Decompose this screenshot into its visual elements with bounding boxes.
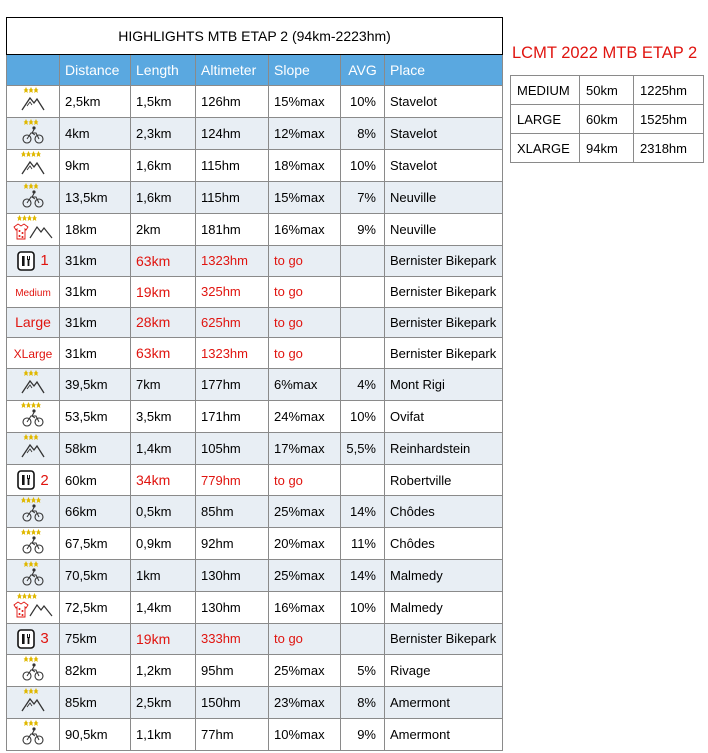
level-label: Medium [15, 288, 51, 300]
row-place: Neuville [385, 214, 503, 246]
row-distance: 60km [60, 465, 131, 496]
header-length: Length [131, 55, 196, 86]
table-row [7, 495, 503, 527]
route-option-row [511, 105, 704, 134]
row-altimeter: 92hm [196, 527, 269, 559]
row-avg: 14% [341, 495, 385, 527]
row-place: Bernister Bikepark [385, 623, 503, 654]
side-panel-title: LCMT 2022 MTB ETAP 2 [512, 44, 698, 62]
row-distance: 72,5km [60, 591, 131, 623]
table-row [7, 246, 503, 277]
header-altimeter: Altimeter [196, 55, 269, 86]
mountain-icon [19, 150, 47, 178]
stop-number: 2 [40, 471, 49, 489]
row-altimeter: 333hm [196, 623, 269, 654]
row-icon-cell [7, 246, 60, 277]
route-option-row [511, 76, 704, 105]
row-icon-cell [7, 369, 60, 401]
row-slope: 20%max [269, 527, 341, 559]
row-avg: 4% [341, 369, 385, 401]
row-slope: 16%max [269, 214, 341, 246]
table-row [7, 214, 503, 246]
row-icon-cell [7, 623, 60, 654]
row-slope: 12%max [269, 118, 341, 150]
row-altimeter: 625hm [196, 307, 269, 338]
row-icon-cell [7, 465, 60, 496]
row-icon-cell [7, 182, 60, 214]
table-row [7, 86, 503, 118]
cyclist-icon [19, 719, 47, 747]
row-place: Chôdes [385, 527, 503, 559]
row-place: Amermont [385, 718, 503, 750]
cyclist-icon [19, 182, 47, 210]
row-slope: 15%max [269, 86, 341, 118]
table-row [7, 150, 503, 182]
row-distance: 90,5km [60, 718, 131, 750]
table-header-row [7, 55, 503, 86]
row-avg [341, 246, 385, 277]
row-altimeter: 325hm [196, 276, 269, 307]
row-distance: 9km [60, 150, 131, 182]
table-row [7, 433, 503, 465]
header-slope: Slope [269, 55, 341, 86]
row-avg: 7% [341, 182, 385, 214]
table-row [7, 465, 503, 496]
row-length: 1,4km [131, 433, 196, 465]
row-altimeter: 171hm [196, 401, 269, 433]
mountain-icon [19, 687, 47, 715]
row-length: 19km [131, 276, 196, 307]
row-icon-cell [7, 591, 60, 623]
row-altimeter: 115hm [196, 150, 269, 182]
row-distance: 31km [60, 307, 131, 338]
row-icon-cell [7, 433, 60, 465]
row-length: 63km [131, 338, 196, 369]
row-place: Amermont [385, 686, 503, 718]
route-level: LARGE [511, 105, 580, 134]
row-altimeter: 85hm [196, 495, 269, 527]
row-length: 19km [131, 623, 196, 654]
table-row [7, 369, 503, 401]
row-distance: 58km [60, 433, 131, 465]
row-avg: 5,5% [341, 433, 385, 465]
cyclist-icon [19, 496, 47, 524]
table-row [7, 591, 503, 623]
row-icon-cell [7, 86, 60, 118]
table-title: HIGHLIGHTS MTB ETAP 2 (94km-2223hm) [7, 18, 503, 55]
row-slope: 18%max [269, 150, 341, 182]
row-place: Rivage [385, 654, 503, 686]
row-distance: 18km [60, 214, 131, 246]
row-length: 0,9km [131, 527, 196, 559]
row-slope: to go [269, 276, 341, 307]
row-slope: 10%max [269, 718, 341, 750]
row-distance: 31km [60, 276, 131, 307]
row-distance: 70,5km [60, 559, 131, 591]
row-avg: 9% [341, 718, 385, 750]
row-avg: 11% [341, 527, 385, 559]
row-altimeter: 779hm [196, 465, 269, 496]
route-level: MEDIUM [511, 76, 580, 105]
row-length: 34km [131, 465, 196, 496]
row-avg: 8% [341, 118, 385, 150]
level-label: Large [15, 314, 51, 331]
row-place: Bernister Bikepark [385, 246, 503, 277]
row-altimeter: 150hm [196, 686, 269, 718]
row-icon-cell [7, 276, 60, 307]
row-length: 1,6km [131, 150, 196, 182]
row-place: Reinhardstein [385, 433, 503, 465]
row-avg [341, 307, 385, 338]
polka-jersey-mountain-icon [11, 592, 55, 620]
row-distance: 53,5km [60, 401, 131, 433]
row-icon-cell [7, 527, 60, 559]
cyclist-icon [19, 560, 47, 588]
row-distance: 31km [60, 246, 131, 277]
row-avg: 5% [341, 654, 385, 686]
row-avg [341, 338, 385, 369]
row-distance: 31km [60, 338, 131, 369]
level-label: XLarge [13, 346, 53, 361]
row-distance: 82km [60, 654, 131, 686]
row-distance: 66km [60, 495, 131, 527]
route-distance: 94km [580, 134, 634, 163]
row-altimeter: 115hm [196, 182, 269, 214]
row-length: 2,5km [131, 686, 196, 718]
table-row [7, 623, 503, 654]
row-avg: 10% [341, 150, 385, 182]
row-altimeter: 177hm [196, 369, 269, 401]
row-icon-cell [7, 307, 60, 338]
row-length: 7km [131, 369, 196, 401]
row-avg: 14% [341, 559, 385, 591]
row-distance: 75km [60, 623, 131, 654]
row-place: Stavelot [385, 118, 503, 150]
header-avg: AVG [341, 55, 385, 86]
highlights-table [6, 17, 503, 751]
row-altimeter: 181hm [196, 214, 269, 246]
row-place: Stavelot [385, 86, 503, 118]
row-icon-cell [7, 686, 60, 718]
table-row [7, 401, 503, 433]
row-altimeter: 105hm [196, 433, 269, 465]
row-icon-cell [7, 214, 60, 246]
row-altimeter: 130hm [196, 591, 269, 623]
row-avg [341, 276, 385, 307]
stop-number: 3 [40, 630, 49, 648]
row-distance: 2,5km [60, 86, 131, 118]
table-row [7, 182, 503, 214]
table-row [7, 686, 503, 718]
row-icon-cell [7, 654, 60, 686]
row-place: Bernister Bikepark [385, 307, 503, 338]
row-slope: 25%max [269, 559, 341, 591]
route-level: XLARGE [511, 134, 580, 163]
cyclist-icon [19, 655, 47, 683]
row-icon-cell [7, 718, 60, 750]
row-length: 63km [131, 246, 196, 277]
row-avg: 8% [341, 686, 385, 718]
table-row [7, 338, 503, 369]
row-avg: 10% [341, 401, 385, 433]
row-altimeter: 1323hm [196, 338, 269, 369]
row-place: Ovifat [385, 401, 503, 433]
row-avg [341, 623, 385, 654]
row-place: Neuville [385, 182, 503, 214]
table-row [7, 559, 503, 591]
row-place: Robertville [385, 465, 503, 496]
row-altimeter: 95hm [196, 654, 269, 686]
row-avg: 9% [341, 214, 385, 246]
row-slope: to go [269, 338, 341, 369]
route-distance: 60km [580, 105, 634, 134]
row-length: 1,4km [131, 591, 196, 623]
row-distance: 67,5km [60, 527, 131, 559]
row-length: 1km [131, 559, 196, 591]
cyclist-icon [19, 118, 47, 146]
row-place: Chôdes [385, 495, 503, 527]
cyclist-icon [19, 528, 47, 556]
row-altimeter: 130hm [196, 559, 269, 591]
row-slope: 23%max [269, 686, 341, 718]
row-length: 3,5km [131, 401, 196, 433]
row-place: Malmedy [385, 591, 503, 623]
row-avg: 10% [341, 86, 385, 118]
row-slope: to go [269, 246, 341, 277]
row-place: Stavelot [385, 150, 503, 182]
route-elevation: 1225hm [634, 76, 704, 105]
row-length: 0,5km [131, 495, 196, 527]
row-slope: 24%max [269, 401, 341, 433]
food-stop-icon [17, 251, 35, 271]
row-altimeter: 126hm [196, 86, 269, 118]
row-slope: 6%max [269, 369, 341, 401]
table-row [7, 276, 503, 307]
row-length: 28km [131, 307, 196, 338]
row-avg [341, 465, 385, 496]
food-stop-icon [17, 629, 35, 649]
mountain-icon [19, 86, 47, 114]
row-slope: 17%max [269, 433, 341, 465]
row-distance: 4km [60, 118, 131, 150]
row-place: Bernister Bikepark [385, 276, 503, 307]
table-row [7, 307, 503, 338]
route-elevation: 1525hm [634, 105, 704, 134]
row-place: Mont Rigi [385, 369, 503, 401]
header-place: Place [385, 55, 503, 86]
mountain-icon [19, 433, 47, 461]
route-distance: 50km [580, 76, 634, 105]
row-distance: 39,5km [60, 369, 131, 401]
row-icon-cell [7, 559, 60, 591]
row-length: 1,6km [131, 182, 196, 214]
row-length: 1,1km [131, 718, 196, 750]
row-slope: 25%max [269, 495, 341, 527]
row-slope: to go [269, 307, 341, 338]
row-icon-cell [7, 495, 60, 527]
row-distance: 85km [60, 686, 131, 718]
cyclist-icon [19, 401, 47, 429]
row-length: 2km [131, 214, 196, 246]
route-option-row [511, 134, 704, 163]
row-length: 1,2km [131, 654, 196, 686]
mountain-icon [19, 369, 47, 397]
row-place: Malmedy [385, 559, 503, 591]
stop-number: 1 [40, 252, 49, 270]
row-slope: 15%max [269, 182, 341, 214]
table-row [7, 527, 503, 559]
row-icon-cell [7, 118, 60, 150]
row-slope: 16%max [269, 591, 341, 623]
row-slope: to go [269, 623, 341, 654]
polka-jersey-mountain-icon [11, 214, 55, 242]
row-altimeter: 77hm [196, 718, 269, 750]
row-length: 2,3km [131, 118, 196, 150]
food-stop-icon [17, 470, 35, 490]
row-altimeter: 124hm [196, 118, 269, 150]
row-length: 1,5km [131, 86, 196, 118]
row-avg: 10% [341, 591, 385, 623]
row-icon-cell [7, 338, 60, 369]
row-icon-cell [7, 150, 60, 182]
row-slope: 25%max [269, 654, 341, 686]
table-row [7, 654, 503, 686]
route-options-table [510, 75, 704, 163]
row-altimeter: 1323hm [196, 246, 269, 277]
table-row [7, 718, 503, 750]
route-elevation: 2318hm [634, 134, 704, 163]
row-slope: to go [269, 465, 341, 496]
row-distance: 13,5km [60, 182, 131, 214]
header-distance: Distance [60, 55, 131, 86]
row-icon-cell [7, 401, 60, 433]
header-icon [7, 55, 60, 86]
table-row [7, 118, 503, 150]
row-place: Bernister Bikepark [385, 338, 503, 369]
